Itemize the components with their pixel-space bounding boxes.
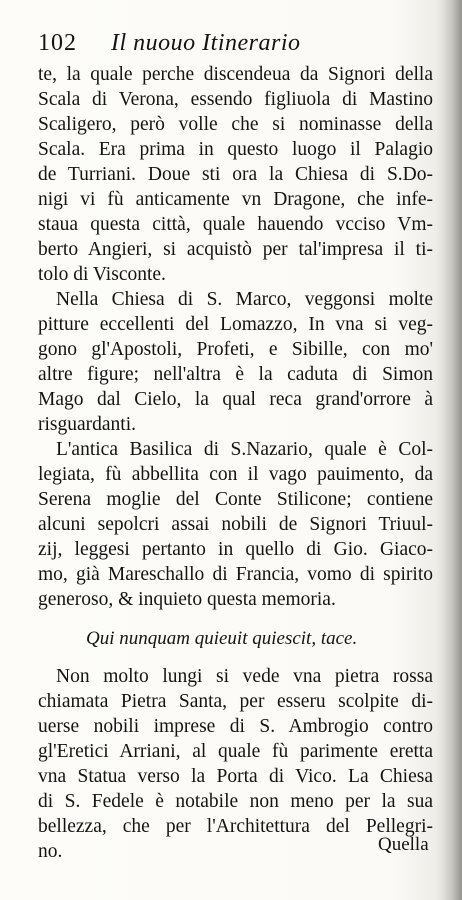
text-line: Scaligero, però volle che si nominasse della [38, 114, 433, 135]
text-line: generoso, & inquieto questa memoria. [38, 589, 336, 610]
text-line: no. [38, 841, 63, 862]
text-line: Serena moglie del Conte Stilicone; contiene [38, 489, 433, 510]
text-line: chiamata Pietra Santa, per esseru scolpite di- [38, 691, 433, 712]
text-line: gl'Eretici Arriani, al quale fù parimente eretta [38, 741, 433, 762]
page-header [38, 30, 438, 64]
text-line: alcuni sepolcri assai nobili de Signori Triuul- [38, 514, 433, 535]
catchword: Quella [378, 834, 429, 855]
text-line: di S. Fedele è notabile non meno per la sua [38, 791, 433, 812]
text-line: uerse nobili imprese di S. Ambrogio contro [38, 716, 433, 737]
text-line: staua questa città, quale hauendo vcciso Vm- [38, 214, 433, 235]
text-line: bellezza, che per l'Architettura del Pellegri- [38, 816, 433, 837]
gutter-shadow [436, 0, 462, 900]
text-line: Scala di Verona, essendo figliuola di Mastino [38, 89, 433, 110]
text-line: zij, leggesi pertanto in quello di Gio. Giaco- [38, 539, 433, 560]
text-line: tolo di Visconte. [38, 264, 166, 285]
page-number: 102 [38, 30, 77, 56]
text-line: risguardanti. [38, 414, 137, 435]
body-text [38, 62, 433, 864]
text-line: de Turriani. Doue sti ora la Chiesa di S.Do- [38, 164, 433, 185]
text-line: Nella Chiesa di S. Marco, veggonsi molte [56, 289, 433, 310]
text-line: Scala. Era prima in questo luogo il Palagio [38, 139, 433, 160]
text-line: altre figure; nell'altra è la caduta di Simon [38, 364, 433, 385]
text-line: Non molto lungi si vede vna pietra rossa [56, 666, 433, 687]
text-line: nigi vi fù anticamente vn Dragone, che infe- [38, 189, 433, 210]
epitaph-quote: Qui nunquam quieuit quiescit, tace. [86, 628, 358, 649]
text-line: te, la quale perche discendeua da Signori della [38, 64, 433, 85]
text-line: Mago dal Cielo, la qual reca grand'orrore à [38, 389, 433, 410]
text-line: pitture eccellenti del Lomazzo, In vna si veg- [38, 314, 433, 335]
running-title: Il nuouo Itinerario [111, 30, 301, 56]
text-line: L'antica Basilica di S.Nazario, quale è Col- [56, 439, 433, 460]
text-line: legiata, fù abbellita con il vago pauimento, da [38, 464, 433, 485]
text-line: berto Angieri, si acquistò per tal'impresa il ti- [38, 239, 433, 260]
text-line: mo, già Mareschallo di Francia, vomo di spirito [38, 564, 433, 585]
text-line: gono gl'Apostoli, Profeti, e Sibille, con mo' [38, 339, 433, 360]
text-line: vna Statua verso la Porta di Vico. La Chiesa [38, 766, 433, 787]
